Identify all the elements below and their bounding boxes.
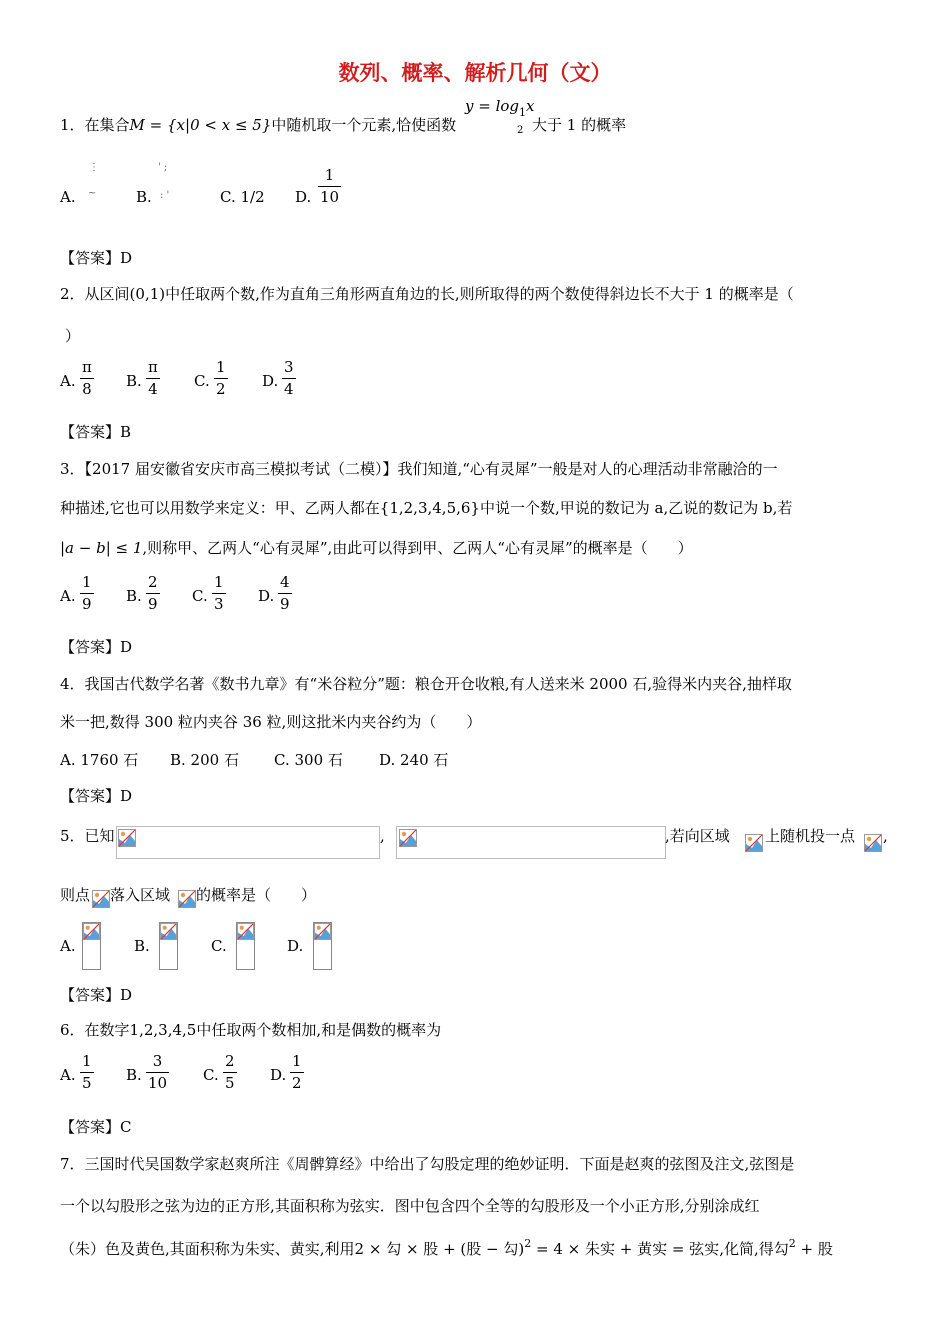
q5-formula-box-2 <box>396 826 666 859</box>
q6-option-c: C. <box>203 1066 219 1084</box>
q4-option-a: A. 1760 石 <box>60 751 139 769</box>
broken-image-icon <box>745 834 763 852</box>
q7-line2: 一个以勾股形之弦为边的正方形,其面积称为弦实．图中包含四个全等的勾股形及一个小正方形,分别涂成红 <box>60 1197 760 1215</box>
q3-option-d-fraction: 4 9 <box>280 573 290 613</box>
broken-image-icon <box>118 829 136 847</box>
q5-option-d-image-icon <box>313 922 332 970</box>
broken-image-icon <box>864 834 882 852</box>
q7-line3: （朱）色及黄色,其面积称为朱实、黄实,利用2 × 勾 × 股 + (股 − 勾)$^2$ = 4 × 朱实 + 黄实 = 弦实,化简,得勾$^2$ + 股 <box>60 1237 833 1258</box>
q3-option-a: A. <box>60 587 76 605</box>
q2-line1: 2．从区间(0,1)中任取两个数,作为直角三角形两直角边的长,则所取得的两个数使得斜边长不大于 1 的概率是（ <box>60 285 794 303</box>
q3-condition: |a − b| ≤ 1 <box>60 539 143 557</box>
q3-set: {1,2,3,4,5,6} <box>379 499 480 517</box>
q2-option-b-fraction: π 4 <box>148 358 158 398</box>
q1-option-d-fraction: 1 10 <box>320 166 340 206</box>
q3-option-b-fraction: 2 9 <box>148 573 158 613</box>
q5-answer: 【答案】D <box>60 986 133 1004</box>
q4-line1: 4．我国古代数学名著《数书九章》有“米谷粒分”题：粮仓开仓收粮,有人送来米 2000 石,验得米内夹谷,抽样取 <box>60 675 792 693</box>
q1-number: 1．在集合 <box>60 116 130 134</box>
q6-answer: 【答案】C <box>60 1118 132 1136</box>
q3-option-c-fraction: 1 3 <box>214 573 224 613</box>
q1-text <box>60 116 456 134</box>
broken-image-icon <box>178 890 196 908</box>
q3-option-b: B. <box>126 587 142 605</box>
q5-option-a-image-icon <box>82 922 101 970</box>
q4-option-d: D. 240 石 <box>379 751 449 769</box>
q2-option-a-fraction: π 8 <box>82 358 92 398</box>
q6-option-c-fraction: 2 5 <box>225 1052 235 1092</box>
q2-option-a: A. <box>60 372 76 390</box>
q3-line1: 3．【2017 届安徽省安庆市高三模拟考试（二模）】我们知道,“心有灵犀”一般是对人的心理活动非常融洽的一 <box>60 460 778 478</box>
q6-option-b: B. <box>126 1066 142 1084</box>
q1-function-base-den: 2 <box>517 125 524 136</box>
q6-option-a-fraction: 1 5 <box>82 1052 92 1092</box>
q2-line2: ） <box>65 327 81 345</box>
q1-end: 大于 1 的概率 <box>532 116 627 134</box>
q5-option-d: D. <box>287 937 304 955</box>
q5-option-c-image-icon <box>236 922 255 970</box>
q7-line1: 7．三国时代吴国数学家赵爽所注《周髀算经》中给出了勾股定理的绝妙证明．下面是赵爽的弦图及注文,弦图是 <box>60 1155 795 1173</box>
q3-answer: 【答案】D <box>60 638 133 656</box>
q5-option-a: A. <box>60 937 76 955</box>
q5-line2c: 的概率是（ ） <box>196 886 317 904</box>
q6-text: 6．在数字1,2,3,4,5中任取两个数相加,和是偶数的概率为 <box>60 1021 442 1039</box>
broken-image-icon <box>399 829 417 847</box>
q5-end: , <box>883 827 888 845</box>
q5-comma: , <box>380 827 385 845</box>
q1-set: M = {x|0 < x ≤ 5} <box>129 116 272 134</box>
q3-option-c: C. <box>192 587 208 605</box>
q1-function: $y = \log_1x$ <box>465 97 535 119</box>
q2-option-d-fraction: 3 4 <box>284 358 294 398</box>
q6-option-d-fraction: 1 2 <box>292 1052 302 1092</box>
q1-option-b: B. <box>136 188 152 206</box>
q4-option-b: B. 200 石 <box>170 751 239 769</box>
q5-option-c: C. <box>211 937 227 955</box>
q1-b-artifact2: : ' <box>160 190 170 201</box>
q3-line2: 种描述,它也可以用数学来定义：甲、乙两人都在{1,2,3,4,5,6}中说一个数,甲说的数记为 a,乙说的数记为 b,若 <box>60 499 793 517</box>
q6-option-b-fraction: 3 10 <box>148 1052 168 1092</box>
q3-line3: |a − b| ≤ 1,则称甲、乙两人“心有灵犀”,由此可以得到甲、乙两人“心有灵犀”的概率是（ ） <box>60 539 693 557</box>
q5-middle2: 上随机投一点 <box>765 827 856 845</box>
q5-option-b: B. <box>134 937 150 955</box>
q6-option-a: A. <box>60 1066 76 1084</box>
q5-middle: ,若向区域 <box>665 827 730 845</box>
q2-interval: (0,1) <box>129 285 166 303</box>
q1-option-c: C. 1/2 <box>220 188 265 206</box>
q2-option-b: B. <box>126 372 142 390</box>
q1-a-artifact2: ~ <box>88 188 97 199</box>
q6-digits: 1,2,3,4,5 <box>129 1021 197 1039</box>
q5-line2a: 则点 <box>60 886 91 904</box>
page-title: 数列、概率、解析几何（文） <box>338 60 612 85</box>
q5-formula-box-1 <box>116 826 380 859</box>
q1-b-artifact: ' ; <box>158 162 168 173</box>
q4-answer: 【答案】D <box>60 787 133 805</box>
q3-option-d: D. <box>258 587 275 605</box>
q5-option-b-image-icon <box>159 922 178 970</box>
q5-start: 5．已知 <box>60 827 115 845</box>
q1-option-d: D. <box>295 188 312 206</box>
q7-formula: 2 × 勾 × 股 + (股 − 勾) <box>354 1240 525 1258</box>
q2-answer: 【答案】B <box>60 423 132 441</box>
q2-option-d: D. <box>262 372 279 390</box>
q3-option-a-fraction: 1 9 <box>82 573 92 613</box>
broken-image-icon <box>92 890 110 908</box>
q4-option-c: C. 300 石 <box>274 751 343 769</box>
q2-option-c-fraction: 1 2 <box>216 358 226 398</box>
q1-answer: 【答案】D <box>60 249 133 267</box>
q1-middle: 中随机取一个元素,恰使函数 <box>271 116 457 134</box>
q4-line2: 米一把,数得 300 粒内夹谷 36 粒,则这批米内夹谷约为（ ） <box>60 713 482 731</box>
q2-option-c: C. <box>194 372 210 390</box>
q5-line2b: 落入区域 <box>110 886 171 904</box>
q6-option-d: D. <box>270 1066 287 1084</box>
q1-a-artifact: ⋮ <box>89 162 99 173</box>
q1-option-a: A. <box>60 188 76 206</box>
